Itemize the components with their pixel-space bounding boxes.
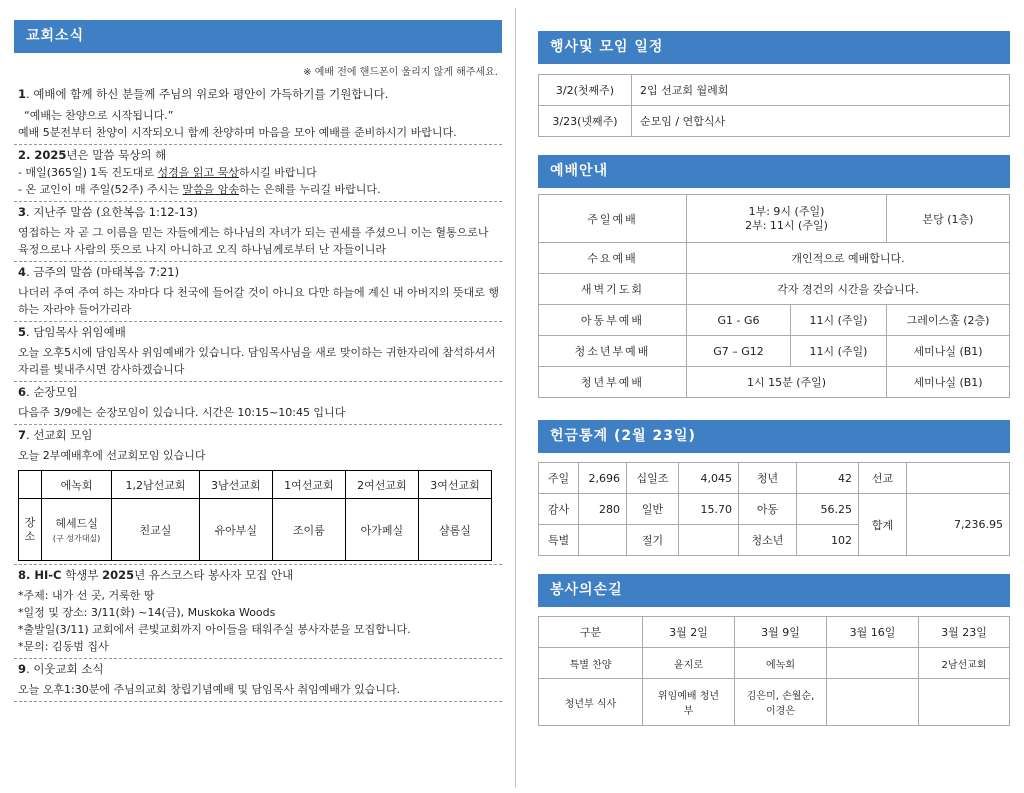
table-row xyxy=(539,195,1010,243)
service-role: 청년부 식사 xyxy=(539,679,643,726)
service-cell: 윤지로 xyxy=(643,648,735,679)
item-number: 2. 2025 xyxy=(18,148,67,162)
worship-name: 주일예배 xyxy=(539,195,687,243)
item-number: 1 xyxy=(18,87,27,101)
item-body: 오늘 오후5시에 담임목사 위임예배가 있습니다. 담임목사님을 새로 맞이하는 귀한자리에 참석하셔서 자리를 빛내주시면 감사하겠습니다 xyxy=(18,346,496,376)
table-row xyxy=(539,648,1010,679)
place-cell: 유아부실 xyxy=(199,499,272,561)
service-col-header: 3월 23일 xyxy=(919,617,1010,648)
news-item-8 xyxy=(14,565,502,659)
table-corner xyxy=(19,471,42,499)
worship-time: 11시 (주일) xyxy=(791,305,887,336)
news-header: 교회소식 xyxy=(14,20,502,53)
table-row xyxy=(539,679,1010,726)
offering-value: 280 xyxy=(579,494,627,525)
item-title: 지난주 말씀 (요한복음 1:12-13) xyxy=(33,205,198,219)
worship-table xyxy=(538,194,1010,398)
news-item-5: 5. 담임목사 위임예배 오늘 오후5시에 담임목사 위임예배가 있습니다. 담임목사님을 새로 맞이하는 귀한자리에 참석하셔서 자리를 빛내주시면 감사하겠습니다 xyxy=(14,322,502,382)
offering-label: 주일 xyxy=(539,463,579,494)
service-cell: 김은미, 손월순, 이경은 xyxy=(735,679,827,726)
time-line: 2부: 11시 (주일) xyxy=(745,218,828,232)
item-title: 학생부 xyxy=(65,568,103,582)
offering-label: 십일조 xyxy=(627,463,679,494)
worship-name: 새벽기도회 xyxy=(539,274,687,305)
events-header: 행사및 모임 일정 xyxy=(538,31,1010,64)
worship-name: 청소년부예배 xyxy=(539,336,687,367)
item-text: 예배에 함께 하신 분들께 주님의 위로와 평안이 가득하기를 기원합니다. xyxy=(33,87,389,101)
item-body: 오늘 오후1:30분에 주님의교회 창립기념예배 및 담임목사 취임예배가 있습니다. xyxy=(18,683,401,696)
event-name: 순모임 / 연합식사 xyxy=(632,106,1010,137)
worship-time: 11시 (주일) xyxy=(791,336,887,367)
underlined-text: 말씀을 암송 xyxy=(182,183,240,196)
service-cell: 2남선교회 xyxy=(919,648,1010,679)
worship-place: 그레이스홀 (2층) xyxy=(887,305,1010,336)
offering-label: 아동 xyxy=(739,494,797,525)
service-role: 특별 찬양 xyxy=(539,648,643,679)
item-quote: “예배는 찬양으로 시작됩니다.” xyxy=(24,109,174,122)
service-col-header: 구분 xyxy=(539,617,643,648)
time-line: 1부: 9시 (주일) xyxy=(748,204,825,218)
worship-place: 세미나실 (B1) xyxy=(887,367,1010,398)
service-cell: 위임예배 청년부 xyxy=(643,679,735,726)
offering-value: 102 xyxy=(797,525,859,556)
offering-value: 42 xyxy=(797,463,859,494)
offering-value xyxy=(579,525,627,556)
worship-name: 수요예배 xyxy=(539,243,687,274)
item-line: *출발일(3/11) 교회에서 큰빛교회까지 아이들을 태워주실 봉사자분을 모집합니다. xyxy=(18,623,411,636)
item-title: 순장모임 xyxy=(33,385,78,399)
worship-place: 세미나실 (B1) xyxy=(887,336,1010,367)
item-body: 영접하는 자 곧 그 이름을 믿는 자들에게는 하나님의 자녀가 되는 권세를 주셨으니 이는 혈통으로나 육정으로나 사람의 뜻으로 나지 아니하고 오직 하나님께로부터 난 자들이니라 xyxy=(18,226,489,256)
table-row xyxy=(539,494,1010,525)
news-item-2 xyxy=(14,145,502,202)
worship-grade: G7 – G12 xyxy=(687,336,791,367)
place-name: 헤세드실 xyxy=(55,517,98,530)
offering-value: 56.25 xyxy=(797,494,859,525)
item-line: *주제: 내가 선 곳, 거룩한 땅 xyxy=(18,589,155,602)
offering-value: 15.70 xyxy=(679,494,739,525)
column-divider xyxy=(515,8,516,788)
table-row xyxy=(539,106,1010,137)
item-number: 6 xyxy=(18,385,27,399)
service-col-header: 3월 9일 xyxy=(735,617,827,648)
item-number: 9 xyxy=(18,662,27,676)
place-cell: 조이룸 xyxy=(272,499,345,561)
mission-col-header: 3여선교회 xyxy=(418,471,491,499)
mission-room-table xyxy=(18,470,492,561)
service-cell xyxy=(827,648,919,679)
offering-label: 절기 xyxy=(627,525,679,556)
item-line: *문의: 김동범 집사 xyxy=(18,640,109,653)
news-item-4: 4. 금주의 말씀 (마태복음 7:21) 나더러 주여 주여 하는 자마다 다 천국에 들어갈 것이 아니요 다만 하늘에 계신 내 아버지의 뜻대로 행하는 자라야 들어가리라 xyxy=(14,262,502,322)
item-number: 4 xyxy=(18,265,27,279)
worship-time xyxy=(687,195,887,243)
offering-label: 청소년 xyxy=(739,525,797,556)
line-text: - 온 교인이 매 주일(52주) 주시는 xyxy=(18,183,183,196)
mission-col-header: 1여선교회 xyxy=(272,471,345,499)
offering-total-label: 합계 xyxy=(859,494,907,556)
table-row xyxy=(539,463,1010,494)
place-cell: 아가페실 xyxy=(345,499,418,561)
news-item-1: 1. 예배에 함께 하신 분들께 주님의 위로와 평안이 가득하기를 기원합니다. “예배는 찬양으로 시작됩니다.” 예배 5분전부터 찬양이 시작되오니 함께 찬양하며 마음을 모아 예배를 준비하시기 바랍니다. xyxy=(14,84,502,145)
mission-col-header: 에녹회 xyxy=(42,471,112,499)
event-date: 3/23(넷째주) xyxy=(539,106,632,137)
table-row xyxy=(539,305,1010,336)
item-number: 7 xyxy=(18,428,27,442)
offering-value xyxy=(907,463,1010,494)
item-number: 5 xyxy=(18,325,27,339)
item-body: 나더러 주여 주여 하는 자마다 다 천국에 들어갈 것이 아니요 다만 하늘에 계신 내 아버지의 뜻대로 행하는 자라야 들어가리라 xyxy=(18,286,499,316)
mission-col-header: 3남선교회 xyxy=(199,471,272,499)
offering-label: 선교 xyxy=(859,463,907,494)
table-row xyxy=(539,243,1010,274)
item-title: 이웃교회 소식 xyxy=(33,662,104,676)
item-body: 예배 5분전부터 찬양이 시작되오니 함께 찬양하며 마음을 모아 예배를 준비하시기 바랍니다. xyxy=(18,126,457,139)
mission-col-header: 2여선교회 xyxy=(345,471,418,499)
place-row-label: 장소 xyxy=(19,499,42,561)
worship-time: 1시 15분 (주일) xyxy=(687,367,887,398)
offering-value: 4,045 xyxy=(679,463,739,494)
worship-place: 본당 (1층) xyxy=(887,195,1010,243)
item-line: *일정 및 장소: 3/11(화) ~14(금), Muskoka Woods xyxy=(18,606,276,619)
news-item-6: 6. 순장모임 다음주 3/9에는 순장모임이 있습니다. 시간은 10:15~10:45 입니다 xyxy=(14,382,502,425)
events-table xyxy=(538,74,1010,137)
item-title: 선교회 모임 xyxy=(33,428,93,442)
worship-grade: G1 - G6 xyxy=(687,305,791,336)
service-header: 봉사의손길 xyxy=(538,574,1010,607)
offering-label: 청년 xyxy=(739,463,797,494)
offering-value: 2,696 xyxy=(579,463,627,494)
item-title: 금주의 말씀 (마태복음 7:21) xyxy=(33,265,180,279)
news-item-9: 9. 이웃교회 소식 오늘 오후1:30분에 주님의교회 창립기념예배 및 담임목사 취임예배가 있습니다. xyxy=(14,659,502,702)
worship-info: 개인적으로 예배합니다. xyxy=(687,243,1010,274)
table-row xyxy=(539,367,1010,398)
line-text: 하시길 바랍니다 xyxy=(238,166,317,179)
service-table xyxy=(538,616,1010,726)
phone-note: ※ 예배 전에 핸드폰이 울리지 않게 해주세요. xyxy=(303,67,498,78)
worship-info: 각자 경건의 시간을 갖습니다. xyxy=(687,274,1010,305)
place-cell xyxy=(42,499,112,561)
offering-label: 특별 xyxy=(539,525,579,556)
offering-header: 헌금통계 (2월 23일) xyxy=(538,420,1010,453)
offering-table xyxy=(538,462,1010,556)
item-number: 3 xyxy=(18,205,27,219)
news-item-7: 7. 선교회 모임 오늘 2부예배후에 선교회모임 있습니다 xyxy=(14,425,502,467)
service-col-header: 3월 2일 xyxy=(643,617,735,648)
event-name: 2입 선교회 월례회 xyxy=(632,75,1010,106)
table-row xyxy=(539,75,1010,106)
offering-label: 일반 xyxy=(627,494,679,525)
news-item-3: 3. 지난주 말씀 (요한복음 1:12-13) 영접하는 자 곧 그 이름을 믿는 자들에게는 하나님의 자녀가 되는 권세를 주셨으니 이는 혈통으로나 육정으로나 사람의 뜻으로 나지 아니하고 오직 하나님께로부터 난 자들이니라 xyxy=(14,202,502,262)
mission-col-header: 1,2남선교회 xyxy=(112,471,200,499)
worship-header: 예배안내 xyxy=(538,155,1010,188)
service-cell xyxy=(827,679,919,726)
item-title: 년은 말씀 묵상의 해 xyxy=(66,148,167,162)
news-column xyxy=(14,0,502,702)
item-number: 8. HI-C xyxy=(18,568,62,582)
worship-name: 아동부예배 xyxy=(539,305,687,336)
item-year: 2025 xyxy=(102,568,135,582)
service-col-header: 3월 16일 xyxy=(827,617,919,648)
offering-label: 감사 xyxy=(539,494,579,525)
item-title: 담임목사 위임예배 xyxy=(33,325,126,339)
offering-total: 7,236.95 xyxy=(907,494,1010,556)
item-body: 다음주 3/9에는 순장모임이 있습니다. 시간은 10:15~10:45 입니다 xyxy=(18,406,346,419)
table-row xyxy=(539,274,1010,305)
place-note: (구 성가대실) xyxy=(52,534,101,543)
offering-value xyxy=(679,525,739,556)
worship-name: 청년부예배 xyxy=(539,367,687,398)
item-body: 오늘 2부예배후에 선교회모임 있습니다 xyxy=(18,449,206,462)
underlined-text: 성경을 읽고 묵상 xyxy=(157,166,239,179)
place-cell: 샬롬실 xyxy=(418,499,491,561)
line-text: - 매일(365일) 1독 진도대로 xyxy=(18,166,158,179)
table-row xyxy=(539,336,1010,367)
item-title-rest: 년 유스코스타 봉사자 모집 안내 xyxy=(134,568,294,582)
line-text: 하는 은혜를 누리길 바랍니다. xyxy=(239,183,381,196)
service-cell xyxy=(919,679,1010,726)
event-date: 3/2(첫째주) xyxy=(539,75,632,106)
place-cell: 친교실 xyxy=(112,499,200,561)
table-row xyxy=(539,617,1010,648)
service-cell: 에녹회 xyxy=(735,648,827,679)
